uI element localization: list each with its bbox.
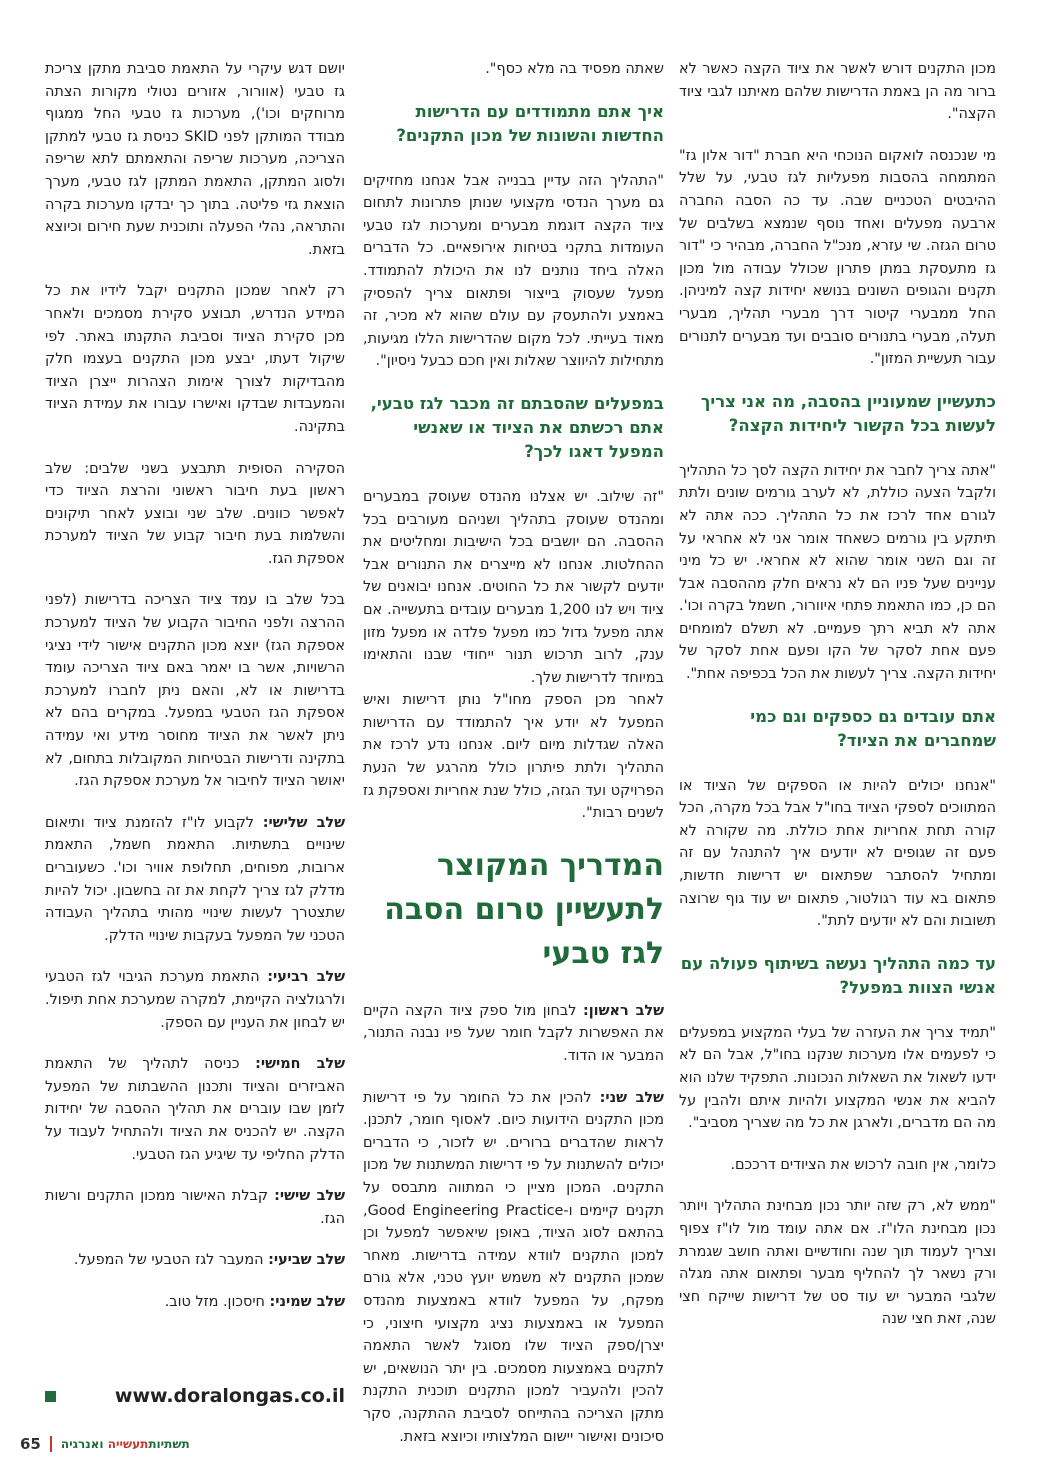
magazine-name — [61, 1437, 190, 1451]
step-text: המעבר לגז הטבעי של המפעל. — [73, 1252, 269, 1269]
step-text: קבלת האישור ממכון התקנים ורשות הגז. — [45, 1188, 345, 1227]
paragraph: בכל שלב בו עמד ציוד הצריכה בדרישות (לפני ההרצה ולפני החיבור הקבוע של הציוד למערכת אספקת הגז) יוצא מכון התקנים אישור לידי נציגי הרשויות, אשר בו יאמר באם ציוד הצריכה עומד בדרישות או לא, והאם ניתן לחברו למערכת אספקת הגז הטבעי במפעל. במקרים בהם לא ניתן לאשר את הציוד מחוסר מידע ואי עמידה בתקינה ודרישות הבטיחות המקובלות בתחום, לא יאושר הציוד לחיבור אל מערכת אספקת הגז. — [45, 592, 345, 790]
step-label: שלב שלישי: — [262, 814, 345, 831]
guide-title: המדריך המקוצר לתעשיין טרום הסבה לגז טבעי — [384, 847, 664, 971]
step-text: להכין את כל החומר על פי דרישות מכון התקנים הידועות כיום. לאסוף חומר, לתכנן. לראות שהדברים ברורים. יש לזכור, כי הדברים יכולים להשתנות על פי דרישות המשתנות של מכון התקנים. המכון מציין כי המתווה מתבסס על תקנים קיימים ו-Good Engineering Practice, בהתאם לסוג הציוד, באופן שיאפשר למפעל וכן למכון התקנים לוודא עמידה בדרישות. מאחר שמכון התקנים לא משמש יועץ טכני, אלא גורם מפקח, על המפעל לוודא באמצעות מהנדס המפעל או באמצעות נציג מקצועי חיצוני, כי יצרן/ספק הציוד שלו מסוגל לאשר התאמה לתקנים באמצעות מסמכים. בין יתר הנושאים, יש להכין ולהעביר למכון התקנים תוכנית התקנת מתקן הצריכה בהתייחס לסביבת ההתקנה, סקר סיכונים ואישור יישום המלצותיו וכיוצא בזאת. — [363, 1089, 664, 1445]
green-square-icon — [45, 1391, 56, 1402]
footer-divider — [50, 1436, 52, 1452]
paragraph: מי שנכנסה לואקום הנוכחי היא חברת "דור אלון גז" המתמחה בהסבות מפעליות לגז טבעי, על שלל ההיבטים הטכניים שבה. עד כה הסבה החברה ארבעה מפעלים ואחד נוסף שנמצא בשלבים של טרום הגזה. שי עזרא, מנכ"ל החברה, מבהיר כי "דור גז מתעסקת במתן פתרון שכולל עבודה מול מכון תקנים והגופים השונים בנושא יחידות קצה למיניהן. החל ממבערי קיטור דרך מבערי תהליך, מבערי תעלה, מבערי בתנורים סובבים ועד מבערים לתנורים עבור תעשיית המזון". — [679, 147, 996, 368]
paragraph: כלומר, אין חובה לרכוש את הציודים דרככם. — [730, 1156, 996, 1173]
paragraph: שאתה מפסיד בה מלא כסף". — [485, 61, 664, 77]
step-label: שלב ראשון: — [582, 1002, 665, 1019]
step-text: לקבוע לו"ז להזמנת ציוד ותיאום שינויים בתשתיות. התאמת חשמל, התאמת ארובות, מפוחים, תחלופת אוויר וכו'. כשעוברים מדלק לגז צריך לקחת את זה בחשבון. יכול להיות שתצטרך לעשות שינויי מהותי בתהליך העבודה הטכני של המפעל בעקבות שינויי הדלק. — [45, 814, 345, 944]
magazine-name-part: ואנרגיה — [60, 1437, 104, 1451]
paragraph: רק לאחר שמכון התקנים יקבל לידיו את כל המידע הנדרש, תבוצע סקירת מסמכים ולאחר מכן סקירת הציוד וסביבת התקנתו באתר. לפי שיקול דעתו, יבצע מכון התקנים בעצמו חלק מהבדיקות לצורך אימות הצהרות ייצרן הציוד והמעבדות שבדקו ואישרו עבורו את עמידת הציוד בתקינה. — [45, 283, 345, 435]
step-label: שלב שביעי: — [268, 1252, 345, 1269]
question-heading: עד כמה התהליך נעשה בשיתוף פעולה עם אנשי הצוות במפעל? — [680, 953, 996, 997]
paragraph: מכון התקנים דורש לאשר את ציוד הקצה כאשר לא ברור מה הן באמת הדרישות שלהם מאיתנו לגבי ציוד הקצה". — [679, 61, 996, 123]
column-right — [679, 58, 996, 1350]
step-text: התאמת מערכת הגיבוי לגז הטבעי ולרגולציה הקיימת, למקרה שמערכת אחת תיפול. יש לבחון את העניין עם הספק. — [45, 969, 345, 1031]
magazine-name-part: תעשייה — [107, 1437, 149, 1451]
column-middle — [363, 58, 664, 1467]
magazine-name-part: תשתיות — [148, 1437, 190, 1451]
paragraph: "אנחנו יכולים להיות או הספקים של הציוד או המתווכים לספקי הציוד בחו"ל אבל בכל מקרה, הכל קורה תחת אחריות אחת כוללת. מה שקורה לא פעם זה שגופים לא יודעים איך להתנהל עם זה ומתחיל להסתבר שפתאום יש דרישות חדשות, פתאום בא עוד רגולטור, פתאום יש עוד גוף שרוצה תשובות והם לא יודעים לתת". — [679, 777, 996, 930]
step-text: לבחון מול ספק ציוד הקצה הקיים את האפשרות לקבל חומר שעל פיו נבנה התנור, המבער או הדוד. — [363, 1002, 664, 1065]
question-heading: אתם עובדים גם כספקים וגם כמי שמחברים את הציוד? — [750, 706, 996, 750]
step-label: שלב רביעי: — [267, 969, 345, 986]
step-label: שלב חמישי: — [255, 1056, 345, 1073]
paragraph: "התהליך הזה עדיין בבנייה אבל אנחנו מחזיקים גם מערך הנדסי מקצועי שנותן פתרונות לתחום ציוד הקצה דוגמת מבערים ומערכות לגז טבעי העומדות בתקני בטיחות אירופאיים. כל הדברים האלה ביחד נותנים לנו את היכולת להתמודד. מפעל שעסוק בייצור ופתאום צריך להפסיק באמצע ולהתעסק עם עולם שהוא לא מכיר, זה מאוד בעייתי. לכל מקום שהדרישות הללו מגיעות, מתחילות להיווצר שאלות ואין חכם כבעל ניסיון". — [363, 172, 664, 370]
step-label: שלב שני: — [599, 1089, 664, 1106]
paragraph: "זה שילוב. יש אצלנו מהנדס שעוסק במבערים ומהנדס שעוסק בתהליך ושניהם מעורבים בכל ההסבה. הם יושבים בכל הישיבות ומחליטים את ההחלטות. אנחנו לא מייצרים את התנורים אבל יודעים לקשור את כל החוטים. אנחנו יבואנים של ציוד ויש לנו 1,200 מבערים עובדים בתעשייה. אם אתה מפעל גדול כמו מפעל פלדה או מפעל מזון ענק, לרוב תרכוש תנור ייחודי שבנו והתאימו במיוחד לדרישות שלך. — [363, 488, 664, 686]
step-paragraph — [45, 1185, 345, 1230]
page-number: 65 — [20, 1435, 41, 1453]
page-footer — [20, 1434, 190, 1454]
step-paragraph — [363, 1000, 664, 1068]
step-label: שלב שישי: — [274, 1188, 346, 1205]
step-paragraph — [45, 812, 345, 948]
step-paragraph — [45, 966, 345, 1034]
paragraph: הסקירה הסופית תתבצע בשני שלבים: שלב ראשון בעת חיבור ראשוני והרצת הציוד כדי לאפשר כוונים. שלב שני ובוצע לאחר תיקונים והשלמות בעת חיבור קבוע של הציוד למערכת אספקת הגז. — [45, 460, 345, 567]
question-heading: איך אתם מתמודדים עם הדרישות החדשות והשונות של מכון התקנים? — [396, 101, 664, 145]
column-left — [45, 58, 345, 1333]
step-paragraph — [45, 1053, 345, 1166]
step-text: כניסה לתהליך של התאמת האביזרים והציוד ותכנון ההשבתות של המפעל לזמן שבו עוברים את תהליך ההסבה של יחידות הקצה. יש להכניס את הציוד ולהתחיל לעבוד על הדלק החליפי עד שיגיע הגז הטבעי. — [45, 1056, 345, 1163]
step-paragraph — [45, 1291, 345, 1314]
paragraph: "אתה צריך לחבר את יחידות הקצה לסך כל התהליך ולקבל הצעה כוללת, לא לערב גורמים שונים ולתת לגורם אחד לרכז את כל התהליך. ככה אתה לא תיתקע בין גורמים כשאחד אומר אני לא אחראי על זה וגם השני אומר שהוא לא אחראי. יש כל מיני עניינים שעל פניו הם לא נראים חלק מההסבה אבל הם כן, כמו התאמת פתחי איוורור, חשמל בקרה וכו'. אתה לא תביא רתך פעמיים. לא תשלם למומחים פעם אחת לסקר של הקו ופעם אחת לסקר של יחידות הקצה. צריך לעשות את הכל בכפיפה אחת". — [679, 462, 996, 683]
step-paragraph — [45, 1249, 345, 1272]
paragraph: יושם דגש עיקרי על התאמת סביבת מתקן צריכת גז טבעי (אוורור, אזורים נטולי מקורות הצתה מרוחקים וכו'), מערכות גז טבעי החל ממגוף מבודד המותקן לפני SKID כניסת גז טבעי למתקן הצריכה, מערכות שריפה והתאמתם לתא שריפה ולסוג המתקן, התאמת המתקן לגז טבעי, מערך הוצאת גזי פליטה. בתוך כך יבדקו מערכות בקרה והתראה, נהלי הפעלה ותוכנית שעת חירום וכיוצא בזאת. — [45, 61, 345, 258]
paragraph: "ממש לא, רק שזה יותר נכון מבחינת התהליך ויותר נכון מבחינת הלו"ז. אם אתה עומד מול לו"ז צפוף וצריך לעמוד תוך שנה וחודשיים ואתה חושב שגמרת ורק נשאר לך להחליף מבער ופתאום אתה מגלה שלגבי המבער יש עוד סט של דרישות שייקח חצי שנה, זאת חצי שנה — [679, 1198, 996, 1328]
question-heading: במפעלים שהסבתם זה מכבר לגז טבעי, אתם רכשתם את הציוד או שאנשי המפעל דאגו לכך? — [370, 393, 664, 461]
website-link[interactable]: www.doralongas.co.il — [114, 1385, 345, 1407]
paragraph: "תמיד צריך את העזרה של בעלי המקצוע במפעלים כי לפעמים אלו מערכות שנקנו בחו"ל, אבל הם לא ידעו לשאול את השאלות הנכונות. התפקיד שלנו הוא להביא את אנשי המקצוע ולהיות איתם ולהבין על מה הם מדברים, ולארגן את כל מה שצריך מסביב". — [679, 1024, 996, 1132]
question-heading: כתעשיין שמעוניין בהסבה, מה אני צריך לעשות בכל הקשור ליחידות הקצה? — [700, 391, 996, 435]
website-line — [45, 1385, 345, 1407]
step-label: שלב שמיני: — [269, 1293, 345, 1310]
paragraph: לאחר מכן הספק מחו"ל נותן דרישות ואיש המפעל לא יודע איך להתמודד עם הדרישות האלה שגדלות מיום ליום. אנחנו נדע לרכז את התהליך ולתת פיתרון כולל מהרגע של הנעת הפרויקט ועד הגזה, כולל שנת אחריות ואספקת גז לשנים רבות". — [363, 692, 664, 822]
step-paragraph — [363, 1087, 664, 1449]
step-text: חיסכון. מזל טוב. — [164, 1293, 270, 1310]
